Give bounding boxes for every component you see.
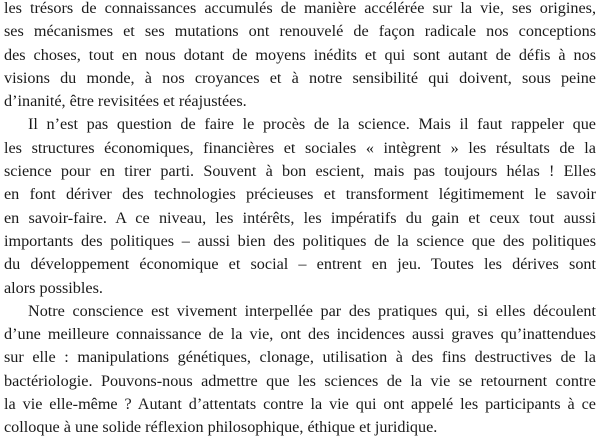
text-line: Il n’est pas question de faire le procès de la science. Mais il faut rappeler que	[28, 115, 596, 134]
text-line: en font dériver des technologies précieuses et transforment légitimement le savoir	[4, 185, 596, 204]
text-line: du développement économique et social – entrent en jeu. Toutes les dérives sont	[4, 255, 596, 274]
text-line: Notre conscience est vivement interpellée par des pratiques qui, si elles découlent	[28, 301, 596, 320]
text-line: les structures économiques, financières et sociales « intègrent » les résultats de la	[4, 138, 596, 157]
text-line: les trésors de connaissances accumulés de manière accélérée sur la vie, ses origines,	[4, 0, 596, 17]
text-line: importants des politiques – aussi bien des politiques de la science que des politiques	[4, 231, 596, 250]
text-line: bactériologie. Pouvons-nous admettre que les sciences de la vie se retournent contre	[4, 371, 596, 390]
text-line: sur elle : manipulations génétiques, clonage, utilisation à des fins destructives de la	[4, 348, 596, 367]
text-line: ses mécanismes et ses mutations ont renouvelé de façon radicale nos conceptions	[4, 22, 596, 41]
text-line: la vie elle-même ? Autant d’attentats contre la vie qui ont appelé les participants à ce	[4, 395, 596, 414]
text-line: alors possibles.	[4, 278, 103, 297]
text-line: en savoir-faire. A ce niveau, les intérêts, les impératifs du gain et ceux tout aussi	[4, 208, 596, 227]
text-line: d’une meilleure connaissance de la vie, ont des incidences aussi graves qu’inattendues	[4, 325, 596, 344]
body-text	[4, 0, 596, 440]
text-line: colloque à une solide réflexion philosophique, éthique et juridique.	[4, 418, 438, 437]
text-line: science pour en tirer parti. Souvent à bon escient, mais pas toujours hélas ! Elles	[4, 162, 596, 181]
text-line: visions du monde, à nos croyances et à notre sensibilité qui doivent, sous peine	[4, 68, 596, 87]
text-line: des choses, tout en nous dotant de moyens inédits et qui sont autant de défis à nos	[4, 45, 596, 64]
text-line: d’inanité, être revisitées et réajustées.	[4, 92, 247, 111]
